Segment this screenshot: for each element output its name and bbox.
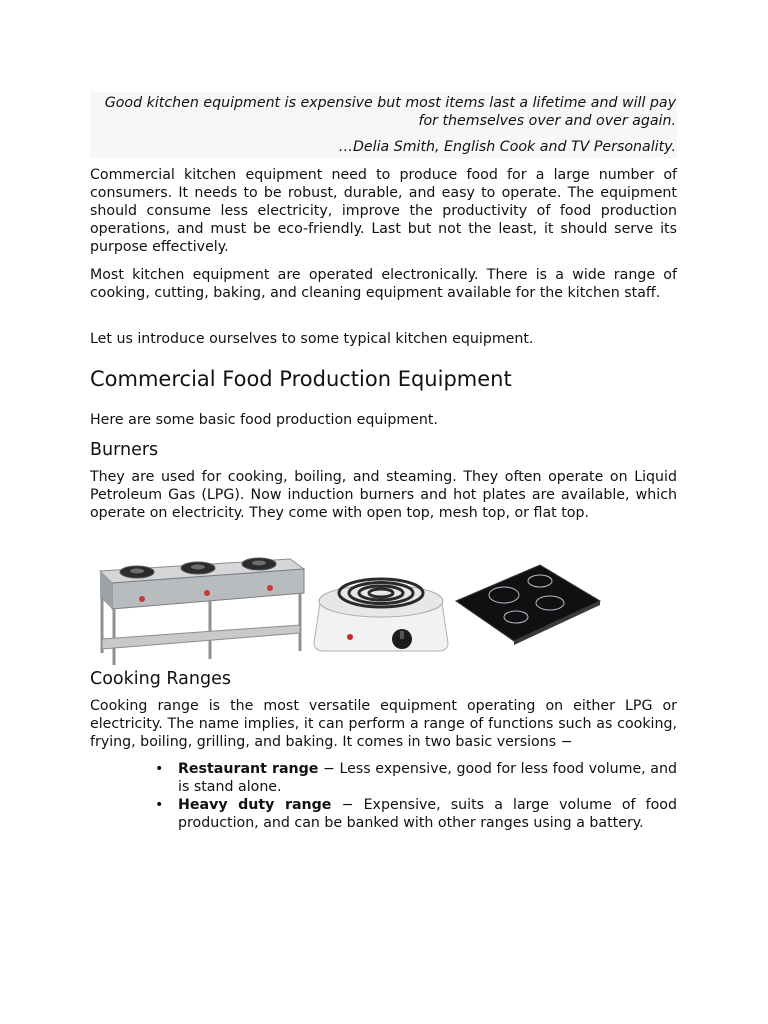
burner-images	[90, 553, 677, 667]
gas-burner-range-image	[92, 553, 306, 667]
list-item-term: Restaurant range	[178, 761, 319, 777]
intro-paragraph-3: Let us introduce ourselves to some typical kitchen equipment.	[90, 331, 534, 347]
quote-text: Good kitchen equipment is expensive but most items last a lifetime and will pay for themselves over and over again.	[104, 95, 676, 129]
quote-block	[90, 92, 677, 158]
cooking-ranges-heading: Cooking Ranges	[90, 669, 231, 689]
list-item-description: − Less expensive, good for less food volume, and is stand alone.	[178, 761, 678, 795]
list-item-term: Heavy duty range	[178, 797, 332, 813]
section-heading: Commercial Food Production Equipment	[90, 367, 512, 391]
intro-paragraph-1: Commercial kitchen equipment need to produce food for a large number of consumers. It needs to be robust, durable, and easy to operate. The equipment should consume less electricity, improve the productivity of food production operations, and must be eco-friendly. Last but not the least, it should serve its purpose effectively.	[90, 167, 677, 255]
bullet-icon: •	[155, 797, 164, 813]
list-item-description: − Expensive, suits a large volume of food production, and can be banked with other ranges using a battery.	[178, 797, 677, 831]
bullet-icon: •	[155, 761, 164, 777]
electric-hot-plate-image	[310, 563, 452, 663]
list-item	[155, 796, 677, 832]
cooking-ranges-paragraph: Cooking range is the most versatile equipment operating on either LPG or electricity. The name implies, it can perform a range of functions such as cooking, frying, boiling, grilling, and baking. It comes in two basic versions −	[90, 698, 677, 750]
section-lead: Here are some basic food production equipment.	[90, 412, 438, 428]
intro-paragraph-2: Most kitchen equipment are operated electronically. There is a wide range of cooking, cutting, baking, and cleaning equipment available for the kitchen staff.	[90, 267, 677, 301]
burners-heading: Burners	[90, 440, 159, 460]
burners-paragraph: They are used for cooking, boiling, and steaming. They often operate on Liquid Petroleum Gas (LPG). Now induction burners and hot plates are available, which operate on electricity. They come with open top, mesh top, or flat top.	[90, 469, 677, 521]
induction-cooktop-image	[452, 561, 602, 645]
quote-attribution: …Delia Smith, English Cook and TV Personality.	[338, 139, 676, 155]
range-types-list	[155, 760, 677, 832]
list-item	[155, 760, 677, 796]
